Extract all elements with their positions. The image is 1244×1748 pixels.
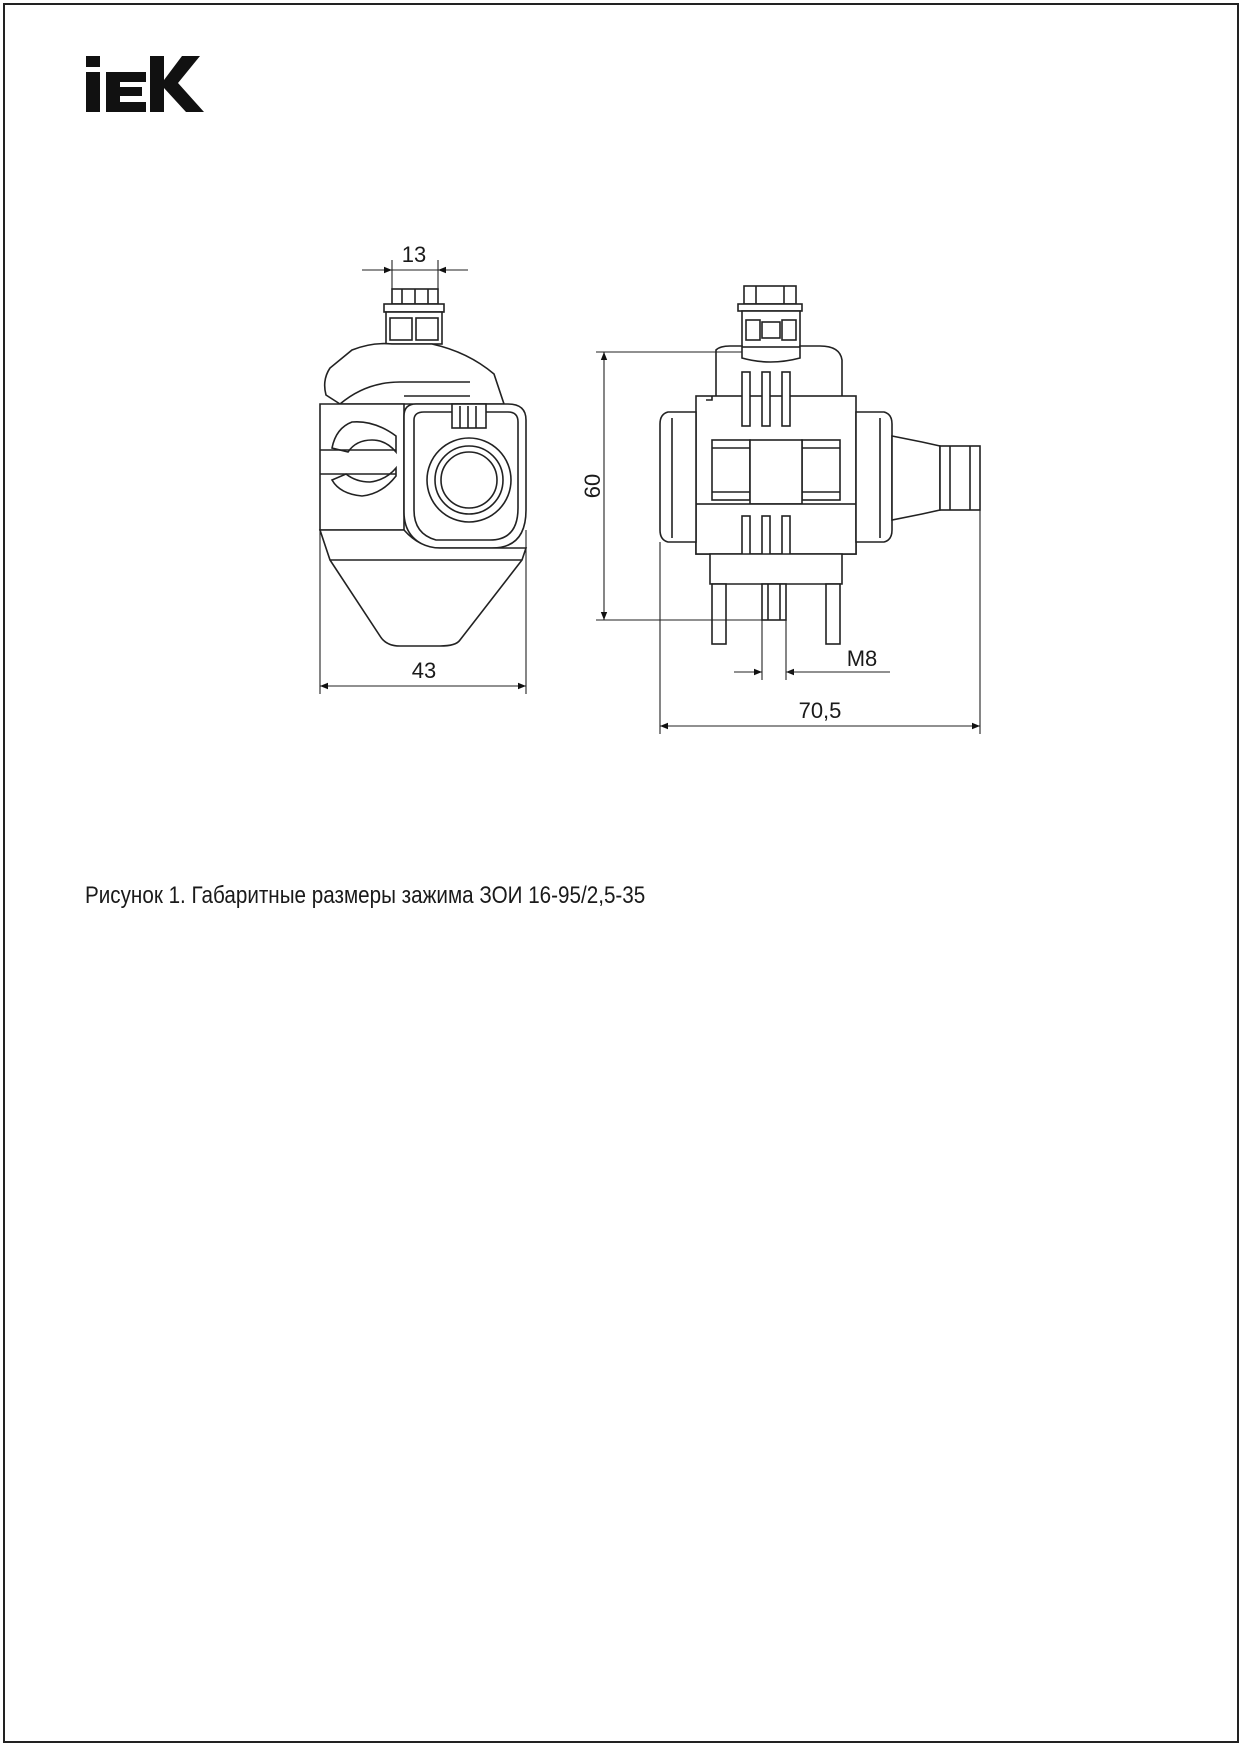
dim-front-width: 70,5 (798, 698, 842, 723)
dim-thread: M8 (846, 646, 878, 671)
figure-caption: Рисунок 1. Габаритные размеры зажима ЗОИ 16-95/2,5-35 (85, 882, 646, 909)
side-view (320, 289, 526, 646)
dim-top-width: 13 (401, 242, 427, 267)
dim-side-width: 43 (411, 658, 437, 683)
technical-drawing (0, 0, 1244, 800)
front-view (660, 286, 980, 644)
dim-height: 60 (580, 473, 605, 499)
